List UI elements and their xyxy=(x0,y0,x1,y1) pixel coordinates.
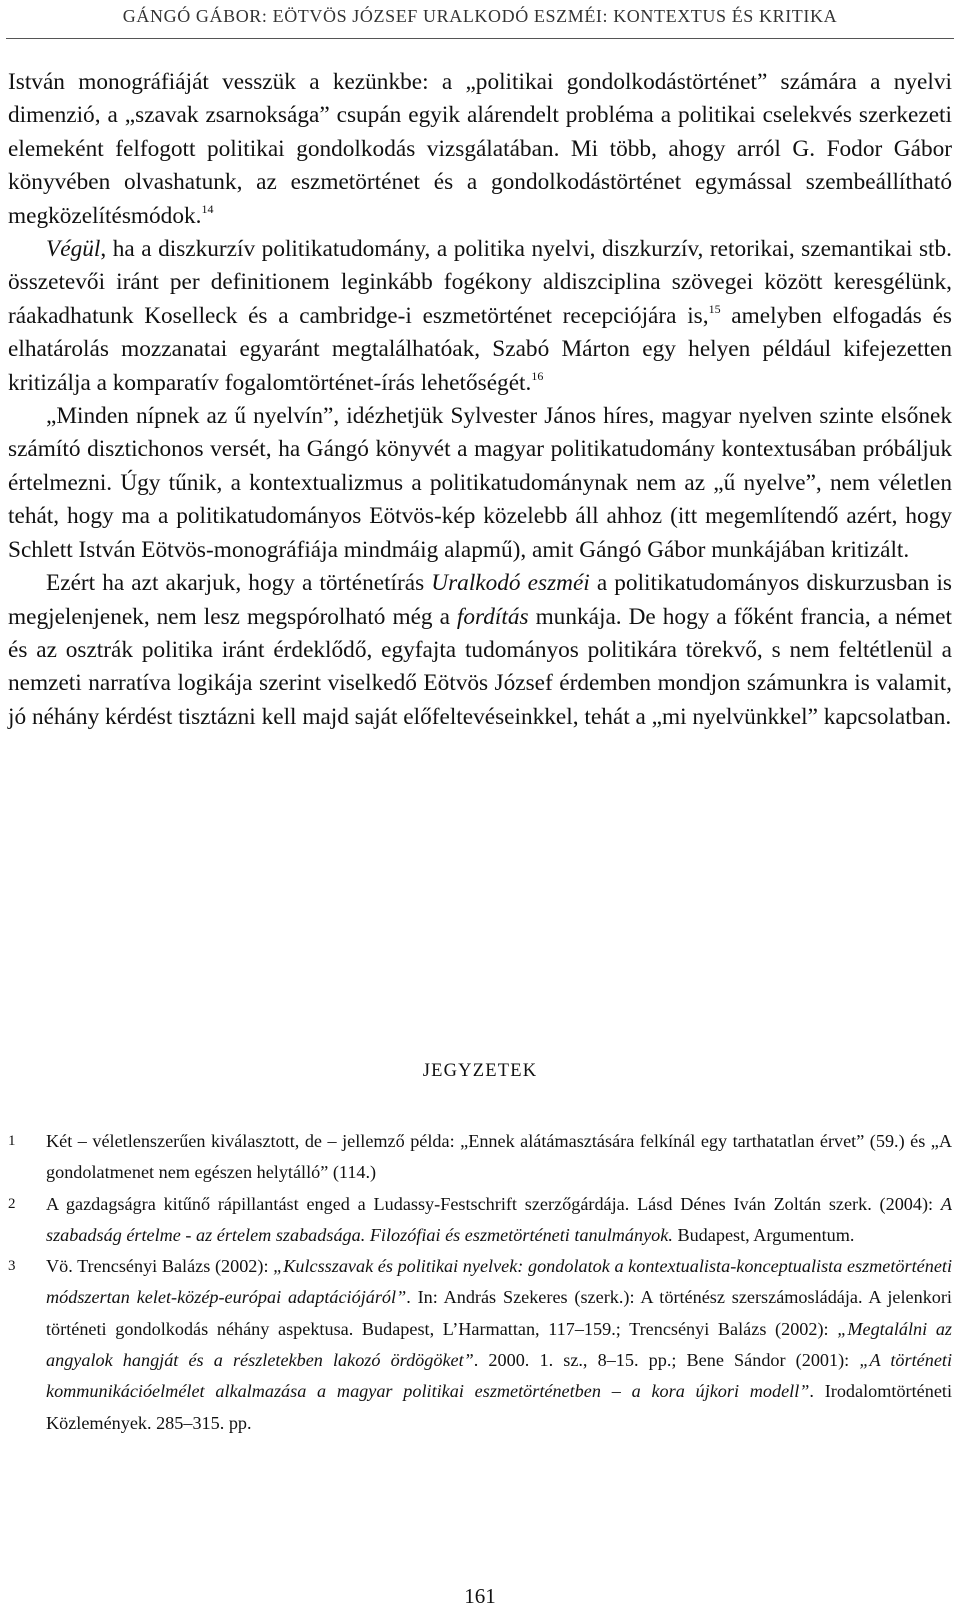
paragraph-4: Ezért ha azt akarjuk, hogy a történetírás Uralkodó eszméi a politikatudományos diskurzusban is megjelenjenek, nem lesz megspórolható még a fordítás munkája. De hogy a főként francia, a német és az osztrák politika iránt érdeklődő, egyfajta tudományos politikára törekvő, s nem feltétlenül a nemzeti narratíva logikája szerint viselkedő Eötvös József érdemben mondjon számunkra is valamit, jó néhány kérdést tisztázni kell majd saját előfeltevéseinkkel, tehát a „mi nyelvünkkel” kapcsolatban. xyxy=(8,570,952,730)
footnote-ref-14[interactable]: 14 xyxy=(201,201,214,216)
note-1: 1 Két – véletlenszerűen kiválasztott, de – jellemző példa: „Ennek alátámasztására felkínál egy tarthatatlan érvet” (59.) és „A gondolatmenet nem egészen helytálló” (114.) xyxy=(8,1126,952,1189)
header-rule xyxy=(6,38,954,39)
note-2: 2 A gazdagságra kitűnő rápillantást enged a Ludassy-Festschrift szerzőgárdája. Lásd Dénes Iván Zoltán szerk. (2004): A szabadság értelme - az értelem szabadsága. Filozófiai és eszmetörténeti tanulmányok. Budapest, Argumentum. xyxy=(8,1189,952,1252)
notes-list xyxy=(8,1126,952,1439)
footnote-ref-16[interactable]: 16 xyxy=(531,368,544,383)
paragraph-1: István monográfiáját vesszük a kezünkbe: a „politikai gondolkodástörténet” számára a nyelvi dimenzió, a „szavak zsarnoksága” csupán egyik alárendelt probléma a politikai cselekvés szerkezeti elemeként felfogott politikai gondolkodás vizsgálatában. Mi több, ahogy arról G. Fodor Gábor könyvében olvashatunk, az eszmetörténet és a gondolkodástörténet egymással szembeállítható megközelítésmódok.$^{14}$ xyxy=(8,69,952,229)
note-number: 2 xyxy=(8,1195,16,1212)
note-number: 3 xyxy=(8,1258,16,1275)
footnote-ref-15[interactable]: 15 xyxy=(708,301,721,316)
paragraph-2: Végül, ha a diszkurzív politikatudomány, a politika nyelvi, diszkurzív, retorikai, szemantikai stb. összetevői iránt per definitionem leginkább fogékony aldiszciplina szövegei között keresgélünk, ráakadhatunk Koselleck és a cambridge-i eszmetörténet recepciójára is,$^{15}$ amelyben elfogadás és elhatárolás mozzanatai egyaránt megtalálhatóak, Szabó Márton egy helyen például kifejezetten kritizálja a komparatív fogalomtörténet-írás lehetőségét.$^{16}$ xyxy=(8,236,952,396)
note-3: 3 Vö. Trencsényi Balázs (2002): „Kulcsszavak és politikai nyelvek: gondolatok a kontextualista-konceptualista eszmetörténeti módszertan kelet-közép-európai adaptációjáról”. In: András Szekeres (szerk.): A történész szerszámosládája. A jelenkori történeti gondolkodás néhány aspektusa. Budapest, L’Harmattan, 117–159.; Trencsényi Balázs (2002): „Megtalálni az angyalok hangját és a részletekben lakozó ördögöket”. 2000. 1. sz., 8–15. pp.; Bene Sándor (2001): „A történeti kommunikációelmélet alkalmazása a magyar politikai eszmetörténetben – a kora újkori modell”. Irodalomtörténeti Közlemények. 285–315. pp. xyxy=(8,1251,952,1439)
paragraph-3: „Minden nípnek az ű nyelvín”, idézhetjük Sylvester János híres, magyar nyelven szinte elsőnek számító disztichonos versét, ha Gángó könyvét a magyar politikatudomány kontextusában próbáljuk értelmezni. Úgy tűnik, a kontextualizmus a politikatudománynak nem az „ű nyelve”, nem véletlen tehát, hogy ma a politikatudományos Eötvös-kép közelebb áll ahhoz (itt megemlítendő azért, hogy Schlett István Eötvös-monográfiája mindmáig alapmű), amit Gángó Gábor munkájában kritizált. xyxy=(8,403,952,563)
notes-heading: JEGYZETEK xyxy=(422,1061,538,1081)
running-head: GÁNGÓ GÁBOR: EÖTVÖS JÓZSEF URALKODÓ ESZMÉI: KONTEXTUS ÉS KRITIKA xyxy=(122,6,838,26)
note-number: 1 xyxy=(8,1133,16,1149)
body-text xyxy=(8,66,952,734)
page-number: 161 xyxy=(464,1584,496,1608)
